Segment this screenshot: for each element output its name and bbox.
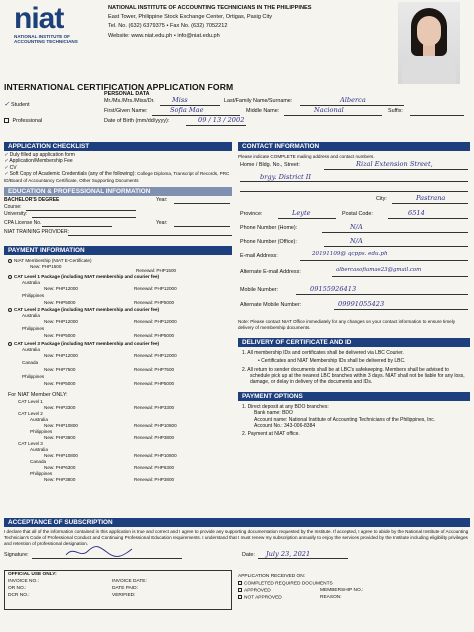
payment-acct-name: Account name: National Institute of Accounting Technicians of the Philippines, Inc.	[254, 416, 436, 423]
cat3-australia: Australia	[22, 347, 40, 353]
payment-info-section	[4, 255, 232, 491]
payment-options-header: PAYMENT OPTIONS	[238, 392, 470, 401]
membership-no-label: MEMBERSHIP NO.:	[320, 587, 364, 593]
mem-cat3-ph-renew[interactable]: Renewal: PHP3800	[134, 477, 175, 483]
postal-label: Postal Code:	[342, 211, 373, 217]
logo-sub-2: ACCOUNTING TECHNICIANS	[14, 39, 78, 45]
app-received-label: APPLICATION RECEIVED ON:	[238, 574, 306, 579]
mem-cat3-canada: Canada	[30, 459, 47, 465]
cat1-ph-renew[interactable]: Renewal: PHP5000	[134, 300, 175, 306]
mem-cat2[interactable]: CAT Level 2	[18, 411, 43, 417]
mem-cat3-philippines: Philippines	[30, 471, 53, 477]
first-name-field[interactable]: Sofia Mae	[170, 106, 204, 114]
delivery-header: DELIVERY OF CERTIFICATE AND ID	[238, 338, 470, 347]
cat3-ph-renew[interactable]: Renewal: PHP5000	[134, 381, 175, 387]
mem-cat3-ph-new[interactable]: New: PHP3800	[44, 477, 76, 483]
mobile-label: Mobile Number:	[240, 287, 279, 293]
professional-label: Professional	[12, 118, 43, 124]
mem-cat2-australia: Australia	[30, 417, 48, 423]
org-web: Website: www.niat.edu.ph • info@niat.edu.ph	[108, 32, 220, 39]
completed-docs-option[interactable]: COMPLETED REQUIRED DOCUMENTS	[238, 581, 470, 588]
cat1-australia: Australia	[22, 280, 40, 286]
mem-cat1[interactable]: CAT Level 1	[18, 399, 43, 405]
mem-cat3-au-renew[interactable]: Renewal: PHP10800	[134, 453, 177, 459]
cat3-ca-renew[interactable]: Renewal: PHP7500	[134, 367, 175, 373]
phone-home-field[interactable]: N/A	[350, 223, 363, 231]
checklist-item-1[interactable]: ✓ Duly filled up application form	[4, 152, 75, 158]
delivery-section	[238, 347, 470, 386]
delivery-p1: 1. All membership IDs and certificates shall be delivered via LBC Courier.	[242, 349, 404, 356]
professional-checkbox[interactable]	[4, 118, 9, 123]
checklist-header: APPLICATION CHECKLIST	[4, 142, 232, 151]
pay-row-membership[interactable]: NIAT Membership (NIAT E-Certificate)	[8, 258, 92, 264]
checklist-item-2[interactable]: ✓ Application/Membership Fee	[4, 158, 73, 165]
checklist-list	[4, 152, 232, 184]
mem-cat2-au-renew[interactable]: Renewal: PHP10800	[134, 423, 177, 429]
payment-acct-no: Account No.: 343-006-8384	[254, 423, 316, 430]
applicant-photo	[398, 2, 460, 84]
home-label: Home / Bldg. No., Street:	[240, 162, 300, 168]
invoice-no-label: INVOICE NO.:	[8, 578, 39, 584]
org-phone: Tel. No. (632) 6379375 • Fax No. (632) 7052212	[108, 23, 228, 30]
acceptance-section	[4, 518, 470, 561]
pay-row-cat2[interactable]: CAT Level 2 Package (including NIAT membership and courier fee)	[8, 307, 159, 313]
middle-name-field[interactable]: Nacional	[314, 106, 344, 114]
cat2-ph-renew[interactable]: Renewal: PHP5000	[134, 333, 175, 339]
org-address: East Tower, Philippine Stock Exchange Center, Ortigas, Pasig City	[108, 14, 273, 21]
city-field[interactable]: Pastrana	[416, 194, 446, 202]
contact-note: Please indicate COMPLETE mailing address and contact numbers.	[238, 154, 375, 159]
official-heading: OFFICIAL USE ONLY:	[8, 572, 57, 577]
bachelor-year-label: Year:	[156, 197, 168, 204]
mem-cat1-renew[interactable]: Renewal: PHP3300	[134, 405, 175, 411]
form-title: INTERNATIONAL CERTIFICATION APPLICATION FORM	[4, 82, 234, 92]
acceptance-header: ACCEPTANCE OF SUBSCRIPTION	[4, 518, 470, 527]
contact-header: CONTACT INFORMATION	[238, 142, 470, 151]
phone-home-label: Phone Number (Home):	[240, 225, 298, 231]
left-column	[4, 142, 232, 491]
payment-options-section	[238, 401, 470, 438]
delivery-p2: 2. All return to sender documents shall be at LBC's safekeeping. Members shall be advised to schedule pick up at the nearest LBC branches within 3 days. NIAT shall not be liable for any loss, damage, or delay in delivery of the documents and IDs.	[242, 366, 465, 386]
dcr-no-label: DCR NO.:	[8, 592, 30, 598]
contact-fields	[238, 159, 470, 287]
student-check-icon: ✓	[4, 100, 10, 108]
phone-office-label: Phone Number (Office):	[240, 239, 297, 245]
membership-professional[interactable]	[4, 118, 42, 124]
acceptance-text: I declare that all of the information contained in this application is true and correct and I agree to provide any supporting documentation requested by the Institute. If accepted, I agree to abide by the National Institute of Accounting Technician's Code of Professional Conduct and Continuing Professional Education requirements. I understand that I must renew my subscription annually to enjoy the services provided by the Institute including eligibility privileges and retention of professional designation.	[4, 529, 469, 546]
cat2-philippines: Philippines	[22, 326, 45, 332]
email-field[interactable]: 20191109@ qcpps. edu.ph	[312, 251, 388, 257]
payment-opt-2: 2. Payment at NIAT office.	[242, 431, 300, 438]
right-column	[238, 142, 470, 438]
middle-name-label: Middle Name:	[246, 108, 280, 114]
cat3-philippines: Philippines	[22, 374, 45, 380]
cat2-australia: Australia	[22, 313, 40, 319]
suffix-label: Suffix:	[388, 108, 403, 114]
logo-mark: niat	[14, 2, 64, 35]
course-label: Course:	[4, 204, 22, 211]
pay-membership-renew[interactable]: Renewal: PHP1500	[136, 268, 177, 274]
cat3-au-new[interactable]: New: PHP12000	[44, 353, 78, 359]
bachelor-label: BACHELOR'S DEGREE	[4, 197, 60, 204]
mem-cat3-au-new[interactable]: New: PHP10800	[44, 453, 78, 459]
pay-row-cat1[interactable]: CAT Level 1 Package (including NIAT membership and courier fee)	[8, 274, 159, 280]
payment-opt-1: 1. Direct deposit at any BDO branches:	[242, 403, 329, 410]
personal-heading: PERSONAL DATA	[104, 91, 150, 97]
logo-sub-1: NATIONAL INSTITUTE OF	[14, 34, 70, 39]
niat-logo	[14, 4, 80, 45]
photo-shirt	[402, 54, 456, 84]
cat1-philippines: Philippines	[22, 293, 45, 299]
phone-office-field[interactable]: N/A	[350, 237, 363, 245]
alt-mobile-label: Alternate Mobile Number:	[240, 302, 302, 308]
personal-data	[104, 91, 468, 128]
cat3-au-renew[interactable]: Renewal: PHP12000	[134, 353, 177, 359]
official-use-box	[4, 570, 232, 610]
cat2-au-renew[interactable]: Renewal: PHP12000	[134, 319, 177, 325]
salutation-label: Mr./Ms./Mrs./Miss/Dr.	[104, 98, 155, 104]
invoice-date-label: INVOICE DATE:	[112, 578, 147, 584]
payment-info-header: PAYMENT INFORMATION	[4, 246, 232, 255]
province-label: Province:	[240, 211, 263, 217]
postal-field[interactable]: 6514	[408, 209, 425, 217]
org-name: NATIONAL INSTITUTE OF ACCOUNTING TECHNICIANS IN THE PHILIPPINES	[108, 5, 312, 11]
mem-cat2-au-new[interactable]: New: PHP10800	[44, 423, 78, 429]
date-paid-label: DATE PAID:	[112, 585, 138, 591]
alt-email-label: Alternate E-mail Address:	[240, 269, 301, 275]
photo-face	[417, 16, 441, 46]
membership-student[interactable]	[4, 100, 30, 108]
cat2-ph-new[interactable]: New: PHP5000	[44, 333, 76, 339]
mem-cat3[interactable]: CAT Level 3	[18, 441, 43, 447]
education-header: EDUCATION & PROFESSIONAL INFORMATION	[4, 187, 232, 196]
org-header	[108, 4, 358, 41]
signature-label: Signature:	[4, 552, 29, 558]
date-label: Date:	[242, 552, 255, 558]
checklist-item-3[interactable]: ✓ CV	[4, 164, 17, 171]
reason-label: REASON:	[320, 594, 342, 600]
mem-cat2-ph-renew[interactable]: Renewal: PHP3800	[134, 435, 175, 441]
cat1-ph-new[interactable]: New: PHP5000	[44, 300, 76, 306]
payment-bank: Bank name: BDO	[254, 410, 293, 417]
cat1-au-new[interactable]: New: PHP12000	[44, 286, 78, 292]
contact-footnote: Note: Please contact NIAT Office immediately for any changes on your contact information to ensure timely delivery of membership documents.	[238, 319, 456, 331]
home-field-2[interactable]: brgy. District II	[260, 173, 311, 181]
home-field[interactable]: Rizal Extension Street,	[356, 160, 433, 168]
cpa-year-label: Year:	[156, 220, 168, 227]
first-name-label: First/Given Name:	[104, 108, 148, 114]
signature-image	[64, 545, 134, 559]
mem-cat2-philippines: Philippines	[30, 429, 53, 435]
mem-cat3-australia: Australia	[30, 447, 48, 453]
province-field[interactable]: Leyte	[292, 209, 311, 217]
university-label: University:	[4, 211, 28, 218]
student-label: Student	[11, 102, 30, 108]
pay-row-cat3[interactable]: CAT Level 3 Package (including NIAT membership and courier fee)	[8, 341, 159, 347]
mem-cat3-ca-new[interactable]: New: PHP6300	[44, 465, 76, 471]
pay-membership-new[interactable]: New: PHP1500	[30, 264, 62, 270]
or-no-label: OR NO.:	[8, 585, 27, 591]
cat3-ph-new[interactable]: New: PHP5000	[44, 381, 76, 387]
niat-members-only: For NIAT Member ONLY:	[8, 392, 68, 399]
cat2-au-new[interactable]: New: PHP12000	[44, 319, 78, 325]
alt-mobile-field[interactable]: 09991055423	[338, 300, 385, 308]
mobile-field[interactable]: 09155926413	[310, 285, 357, 293]
mem-cat3-ca-renew[interactable]: Renewal: PHP6300	[134, 465, 175, 471]
city-label: City:	[376, 196, 387, 202]
salutation-field[interactable]: Miss	[172, 96, 188, 104]
mem-cat1-new[interactable]: New: PHP3300	[44, 405, 76, 411]
date-field[interactable]: July 23, 2021	[266, 550, 311, 558]
dob-label: Date of Birth (mm/dd/yyyy):	[104, 118, 170, 124]
cpa-label: CPA License No.	[4, 220, 42, 227]
delivery-p1b: • Certificates and NIAT Membership IDs shall be delivered by LBC.	[258, 358, 406, 365]
dob-field[interactable]: 09 / 13 / 2002	[198, 116, 245, 124]
cat3-canada: Canada	[22, 360, 39, 366]
not-approved-option[interactable]: NOT APPROVED	[238, 595, 282, 602]
last-name-label: Last/Family Name/Surname:	[224, 98, 293, 104]
niat-provider-label: NIAT TRAINING PROVIDER:	[4, 229, 70, 236]
alt-email-field[interactable]: albercasofiamae23@gmail.com	[336, 267, 422, 273]
cat3-ca-new[interactable]: New: PHP7500	[44, 367, 76, 373]
cat1-au-renew[interactable]: Renewal: PHP12000	[134, 286, 177, 292]
mobile-fields	[238, 287, 470, 317]
application-status	[238, 574, 470, 602]
checklist-item-4[interactable]: ✓ Soft Copy of Academic Credentials (any of the following): College Diploma, Transcript of Records, PRC ID/Board of Accountancy Certificate, Other Supporting Documents	[4, 171, 230, 183]
email-label: E-mail Address:	[240, 253, 278, 259]
education-section	[4, 196, 232, 246]
last-name-field[interactable]: Alberca	[340, 96, 366, 104]
verified-label: VERIFIED:	[112, 592, 136, 598]
approved-option[interactable]: APPROVED	[238, 588, 271, 595]
mem-cat2-ph-new[interactable]: New: PHP3800	[44, 435, 76, 441]
